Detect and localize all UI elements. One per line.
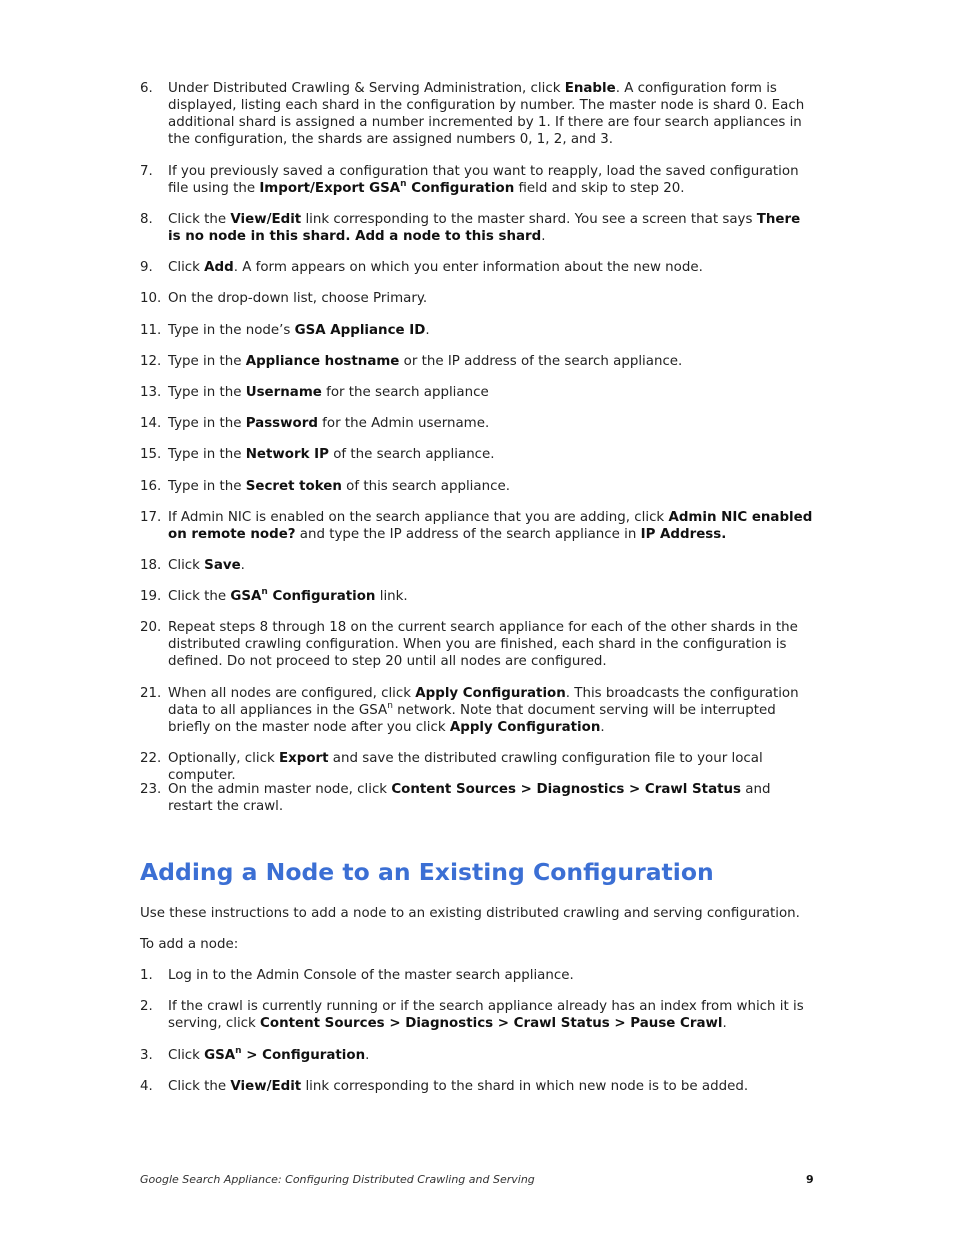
- text-run: On the drop-down list, choose Primary.: [168, 291, 428, 306]
- step-number: 15.: [140, 447, 162, 462]
- step-number: 1.: [140, 968, 153, 983]
- step-text: [168, 998, 815, 1032]
- step-text: [168, 446, 815, 463]
- text-run: link.: [375, 589, 408, 604]
- step-number: 9.: [140, 260, 153, 275]
- bold-text: IP Address.: [640, 527, 727, 542]
- bold-text: Configuration: [267, 589, 376, 604]
- step-number: 18.: [140, 558, 162, 573]
- step-text: [168, 415, 815, 432]
- bold-text: Add: [204, 260, 234, 275]
- bold-text: GSA Appliance ID: [294, 323, 426, 338]
- text-run: of this search appliance.: [341, 479, 510, 494]
- text-run: Click the: [168, 589, 231, 604]
- step-text: [168, 163, 815, 197]
- step-number: 6.: [140, 81, 153, 96]
- bold-text: Username: [245, 385, 322, 400]
- bold-text: Export: [278, 751, 329, 766]
- step-number: 20.: [140, 620, 162, 635]
- text-run: Repeat steps 8 through 18 on the current search appliance for each of the other shards in the distributed crawling configuration. When you are finished, each shard in the configuration is defined. Do not proceed to step 20 until all nodes are configured.: [168, 620, 798, 669]
- bold-text: Apply Configuration: [415, 686, 566, 701]
- text-run: link corresponding to the shard in which new node is to be added.: [301, 1079, 749, 1094]
- text-run: .: [240, 558, 245, 573]
- step-text: [168, 353, 815, 370]
- text-run: If you previously saved a configuration that you want to reapply, load the saved configuration file using the: [168, 164, 799, 196]
- text-run: Click: [168, 260, 205, 275]
- step-number: 3.: [140, 1048, 153, 1063]
- text-run: and restart the crawl.: [168, 782, 771, 814]
- step-number: 10.: [140, 291, 162, 306]
- step-text: [168, 259, 815, 276]
- step-number: 13.: [140, 385, 162, 400]
- text-run: .: [541, 229, 546, 244]
- text-run: link corresponding to the master shard. You see a screen that says: [301, 212, 757, 227]
- bold-text: Save: [204, 558, 241, 573]
- text-run: Type in the: [168, 385, 246, 400]
- step-number: 11.: [140, 323, 162, 338]
- intro-paragraph: Use these instructions to add a node to an existing distributed crawling and serving configuration.: [140, 906, 800, 921]
- bold-text: Apply Configuration: [449, 720, 601, 735]
- text-run: Optionally, click: [168, 751, 279, 766]
- text-run: Click: [168, 1048, 205, 1063]
- step-number: 16.: [140, 479, 162, 494]
- text-run: When all nodes are configured, click: [168, 686, 416, 701]
- bold-text: Content Sources > Diagnostics > Crawl Status: [391, 782, 742, 797]
- text-run: . This broadcasts the configuration data to all appliances in the GSA: [168, 686, 799, 718]
- text-run: Type in the: [168, 354, 246, 369]
- text-run: for the search appliance: [321, 385, 489, 400]
- text-run: network. Note that document serving will be interrupted briefly on the master node after you click: [168, 703, 776, 735]
- step-number: 12.: [140, 354, 162, 369]
- step-number: 22.: [140, 751, 162, 766]
- bold-text: > Configuration: [241, 1048, 366, 1063]
- text-run: Type in the node’s: [168, 323, 295, 338]
- text-run: If the crawl is currently running or if the search appliance already has an index from which it is serving, click: [168, 999, 804, 1031]
- bold-text: GSA: [230, 589, 262, 604]
- step-number: 23.: [140, 782, 162, 797]
- text-run: If Admin NIC is enabled on the search appliance that you are adding, click: [168, 510, 669, 525]
- step-text: [168, 509, 815, 543]
- text-run: or the IP address of the search appliance.: [399, 354, 683, 369]
- step-number: 7.: [140, 164, 153, 179]
- step-text: [168, 478, 815, 495]
- step-text: [168, 80, 815, 148]
- step-number: 19.: [140, 589, 162, 604]
- step-number: 2.: [140, 999, 153, 1014]
- bold-text: Network IP: [245, 447, 329, 462]
- text-run: Log in to the Admin Console of the master search appliance.: [168, 968, 574, 983]
- text-run: Type in the: [168, 416, 246, 431]
- bold-text: Password: [245, 416, 318, 431]
- bold-text: Admin NIC enabled on remote node?: [168, 510, 813, 542]
- step-text: [168, 685, 815, 736]
- text-run: for the Admin username.: [317, 416, 490, 431]
- footer-page-number: 9: [806, 1173, 814, 1186]
- text-run: .: [600, 720, 605, 735]
- bold-text: GSA: [204, 1048, 236, 1063]
- bold-text: Secret token: [245, 479, 342, 494]
- text-run: Click the: [168, 212, 231, 227]
- step-text: [168, 384, 815, 401]
- bold-text: View/Edit: [230, 212, 302, 227]
- text-run: Click: [168, 558, 205, 573]
- step-text: [168, 322, 815, 339]
- text-run: .: [365, 1048, 370, 1063]
- step-number: 8.: [140, 212, 153, 227]
- footer-document-title: Google Search Appliance: Configuring Distributed Crawling and Serving: [140, 1173, 535, 1186]
- text-run: Type in the: [168, 479, 246, 494]
- procedure-label: To add a node:: [140, 937, 239, 952]
- text-run: of the search appliance.: [328, 447, 495, 462]
- text-run: . A configuration form is displayed, listing each shard in the configuration by number. The master node is shard 0. Each additional shard is assigned a number incremented by 1. If there are four search appliances in the configuration, the shards are assigned numbers 0, 1, 2, and 3.: [168, 81, 805, 147]
- step-text: [168, 588, 815, 605]
- step-number: 21.: [140, 686, 162, 701]
- step-text: [168, 750, 815, 784]
- superscript-text: n: [387, 700, 393, 711]
- superscript-text: n: [400, 178, 407, 189]
- text-run: Click the: [168, 1079, 231, 1094]
- bold-text: Appliance hostname: [245, 354, 400, 369]
- step-text: [168, 211, 815, 245]
- bold-text: Content Sources > Diagnostics > Crawl Status > Pause Crawl: [260, 1016, 723, 1031]
- step-text: [168, 967, 815, 984]
- section-heading: Adding a Node to an Existing Configuration: [140, 858, 714, 886]
- step-text: [168, 781, 815, 815]
- text-run: .: [722, 1016, 727, 1031]
- superscript-text: n: [235, 1045, 242, 1056]
- step-number: 14.: [140, 416, 162, 431]
- bold-text: View/Edit: [230, 1079, 302, 1094]
- step-text: [168, 1047, 815, 1064]
- step-text: [168, 1078, 815, 1095]
- text-run: and type the IP address of the search appliance in: [295, 527, 641, 542]
- step-number: 4.: [140, 1079, 153, 1094]
- bold-text: There is no node in this shard. Add a node to this shard: [168, 212, 801, 244]
- text-run: . A form appears on which you enter information about the new node.: [233, 260, 703, 275]
- text-run: and save the distributed crawling configuration file to your local computer.: [168, 751, 763, 783]
- bold-text: Import/Export GSA: [259, 181, 401, 196]
- step-number: 17.: [140, 510, 162, 525]
- bold-text: Configuration: [406, 181, 515, 196]
- text-run: Under Distributed Crawling & Serving Administration, click: [168, 81, 565, 96]
- text-run: On the admin master node, click: [168, 782, 392, 797]
- bold-text: Enable: [564, 81, 616, 96]
- step-text: [168, 290, 815, 307]
- text-run: field and skip to step 20.: [514, 181, 685, 196]
- text-run: Type in the: [168, 447, 246, 462]
- superscript-text: n: [261, 586, 268, 597]
- text-run: .: [425, 323, 430, 338]
- step-text: [168, 557, 815, 574]
- step-text: [168, 619, 815, 670]
